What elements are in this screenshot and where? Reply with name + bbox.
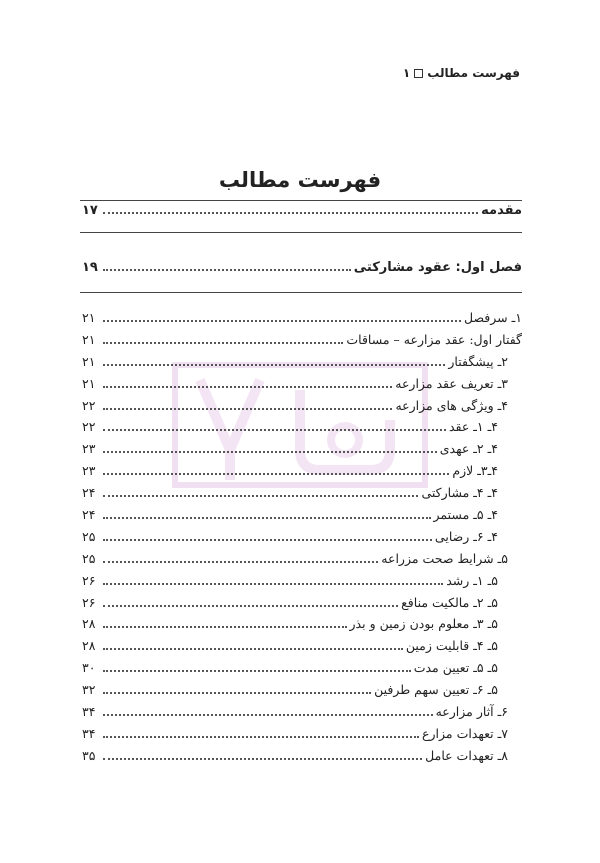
entry-page: ۳۲ bbox=[82, 682, 96, 698]
entry-page: ۲۸ bbox=[82, 638, 96, 654]
divider bbox=[80, 292, 522, 293]
toc-entry[interactable] bbox=[82, 310, 522, 332]
toc-entry[interactable] bbox=[82, 507, 522, 529]
entry-page: ۳۰ bbox=[82, 660, 96, 676]
dot-leader bbox=[103, 473, 449, 475]
toc-entry[interactable] bbox=[82, 638, 522, 660]
dot-leader bbox=[103, 692, 371, 694]
toc-entry-chapter[interactable] bbox=[82, 260, 522, 282]
entry-label: ۴ـ ۱ـ عقد bbox=[448, 419, 498, 435]
toc-entry[interactable] bbox=[82, 485, 522, 507]
dot-leader bbox=[103, 212, 478, 214]
toc-entry[interactable] bbox=[82, 332, 522, 354]
toc-entry[interactable] bbox=[82, 704, 522, 726]
dot-leader bbox=[103, 342, 343, 344]
dot-leader bbox=[103, 451, 437, 453]
dot-leader bbox=[103, 429, 446, 431]
entry-label: ۸ـ تعهدات عامل bbox=[425, 747, 508, 763]
entry-label: ۳ـ تعریف عقد مزارعه bbox=[395, 375, 508, 391]
entry-label: ۵ـ ۱ـ رشد bbox=[446, 572, 498, 588]
entry-label: ۵ـ ۳ـ معلوم بودن زمین و بذر bbox=[349, 616, 498, 632]
entry-label: ۵ـ شرایط صحت مزراعه bbox=[381, 550, 508, 566]
toc-entry[interactable] bbox=[82, 682, 522, 704]
running-title: فهرست مطالب bbox=[427, 66, 520, 80]
toc-entry[interactable] bbox=[82, 573, 522, 595]
entry-page: ۲۱ bbox=[82, 353, 96, 369]
entry-label: ۴ـ۳ـ لازم bbox=[452, 463, 498, 479]
toc-entry[interactable] bbox=[82, 441, 522, 463]
toc-entry[interactable] bbox=[82, 616, 522, 638]
entry-page: ۲۳ bbox=[82, 463, 96, 479]
entry-label: ۴ـ ۲ـ عهدی bbox=[439, 441, 498, 457]
entry-label: ۵ـ ۵ـ تعیین مدت bbox=[413, 660, 498, 676]
entry-page: ۲۶ bbox=[82, 572, 96, 588]
toc-entries bbox=[82, 310, 522, 770]
dot-leader bbox=[103, 320, 461, 322]
dot-leader bbox=[103, 626, 347, 628]
entry-label: فصل اول: عقود مشارکتی bbox=[353, 260, 522, 275]
entry-page: ۲۸ bbox=[82, 616, 96, 632]
entry-label: ۴ـ ویژگی های مزارعه bbox=[395, 397, 508, 413]
running-header bbox=[403, 66, 520, 80]
toc-entry[interactable] bbox=[82, 354, 522, 376]
dot-leader bbox=[103, 269, 351, 271]
entry-page: ۲۳ bbox=[82, 441, 96, 457]
dot-leader bbox=[103, 495, 418, 497]
dot-leader bbox=[103, 364, 445, 366]
entry-page: ۲۵ bbox=[82, 550, 96, 566]
page-number: ۱ bbox=[402, 66, 411, 80]
dot-leader bbox=[103, 517, 431, 519]
entry-label: ۷ـ تعهدات مزارع bbox=[422, 725, 508, 741]
toc-entry-intro[interactable] bbox=[82, 203, 522, 225]
divider bbox=[80, 200, 522, 201]
entry-label: مقدمه bbox=[481, 203, 522, 218]
entry-page: ۱۷ bbox=[82, 203, 98, 218]
entry-page: ۲۵ bbox=[82, 528, 96, 544]
toc-entry[interactable] bbox=[82, 551, 522, 573]
entry-label: ۴ـ ۶ـ رضایی bbox=[434, 528, 498, 544]
entry-page: ۳۴ bbox=[82, 725, 96, 741]
toc-entry[interactable] bbox=[82, 376, 522, 398]
entry-page: ۲۱ bbox=[82, 331, 96, 347]
entry-label: ۵ـ ۲ـ مالکیت منافع bbox=[401, 594, 498, 610]
dot-leader bbox=[103, 736, 419, 738]
entry-label: ۲ـ پیشگفتار bbox=[448, 353, 508, 369]
entry-label: ۴ـ ۵ـ مستمر bbox=[433, 507, 498, 523]
dot-leader bbox=[103, 386, 392, 388]
entry-page: ۲۶ bbox=[82, 594, 96, 610]
entry-label: ۵ـ ۶ـ تعیین سهم طرفین bbox=[374, 682, 498, 698]
toc-entry[interactable] bbox=[82, 660, 522, 682]
toc-entry[interactable] bbox=[82, 419, 522, 441]
dot-leader bbox=[103, 408, 392, 410]
toc-entry[interactable] bbox=[82, 748, 522, 770]
dot-leader bbox=[103, 648, 403, 650]
dot-leader bbox=[103, 758, 422, 760]
entry-page: ۲۴ bbox=[82, 507, 96, 523]
toc-entry[interactable] bbox=[82, 529, 522, 551]
dot-leader bbox=[103, 583, 443, 585]
dot-leader bbox=[103, 670, 411, 672]
toc-entry[interactable] bbox=[82, 726, 522, 748]
toc-entry[interactable] bbox=[82, 398, 522, 420]
entry-page: ۲۴ bbox=[82, 485, 96, 501]
entry-label: ۶ـ آثار مزارعه bbox=[435, 704, 508, 720]
dot-leader bbox=[103, 539, 432, 541]
entry-page: ۲۲ bbox=[82, 397, 96, 413]
dot-leader bbox=[103, 714, 433, 716]
divider bbox=[80, 232, 522, 233]
entry-label: ۱ـ سرفصل bbox=[463, 310, 522, 325]
dot-leader bbox=[103, 605, 398, 607]
entry-label: ۵ـ ۴ـ قابلیت زمین bbox=[405, 638, 498, 654]
entry-page: ۱۹ bbox=[82, 260, 98, 275]
toc-entry[interactable] bbox=[82, 463, 522, 485]
entry-label: گفتار اول: عقد مزارعه – مساقات bbox=[346, 331, 522, 347]
entry-label: ۴ـ ۴ـ مشارکتی bbox=[421, 485, 498, 501]
toc-entry[interactable] bbox=[82, 595, 522, 617]
dot-leader bbox=[103, 561, 378, 563]
entry-page: ۲۱ bbox=[82, 310, 96, 325]
entry-page: ۲۱ bbox=[82, 375, 96, 391]
separator-square-icon bbox=[414, 69, 423, 78]
entry-page: ۳۵ bbox=[82, 747, 96, 763]
entry-page: ۳۴ bbox=[82, 704, 96, 720]
page-title: فهرست مطالب bbox=[218, 168, 382, 192]
entry-page: ۲۲ bbox=[82, 419, 96, 435]
